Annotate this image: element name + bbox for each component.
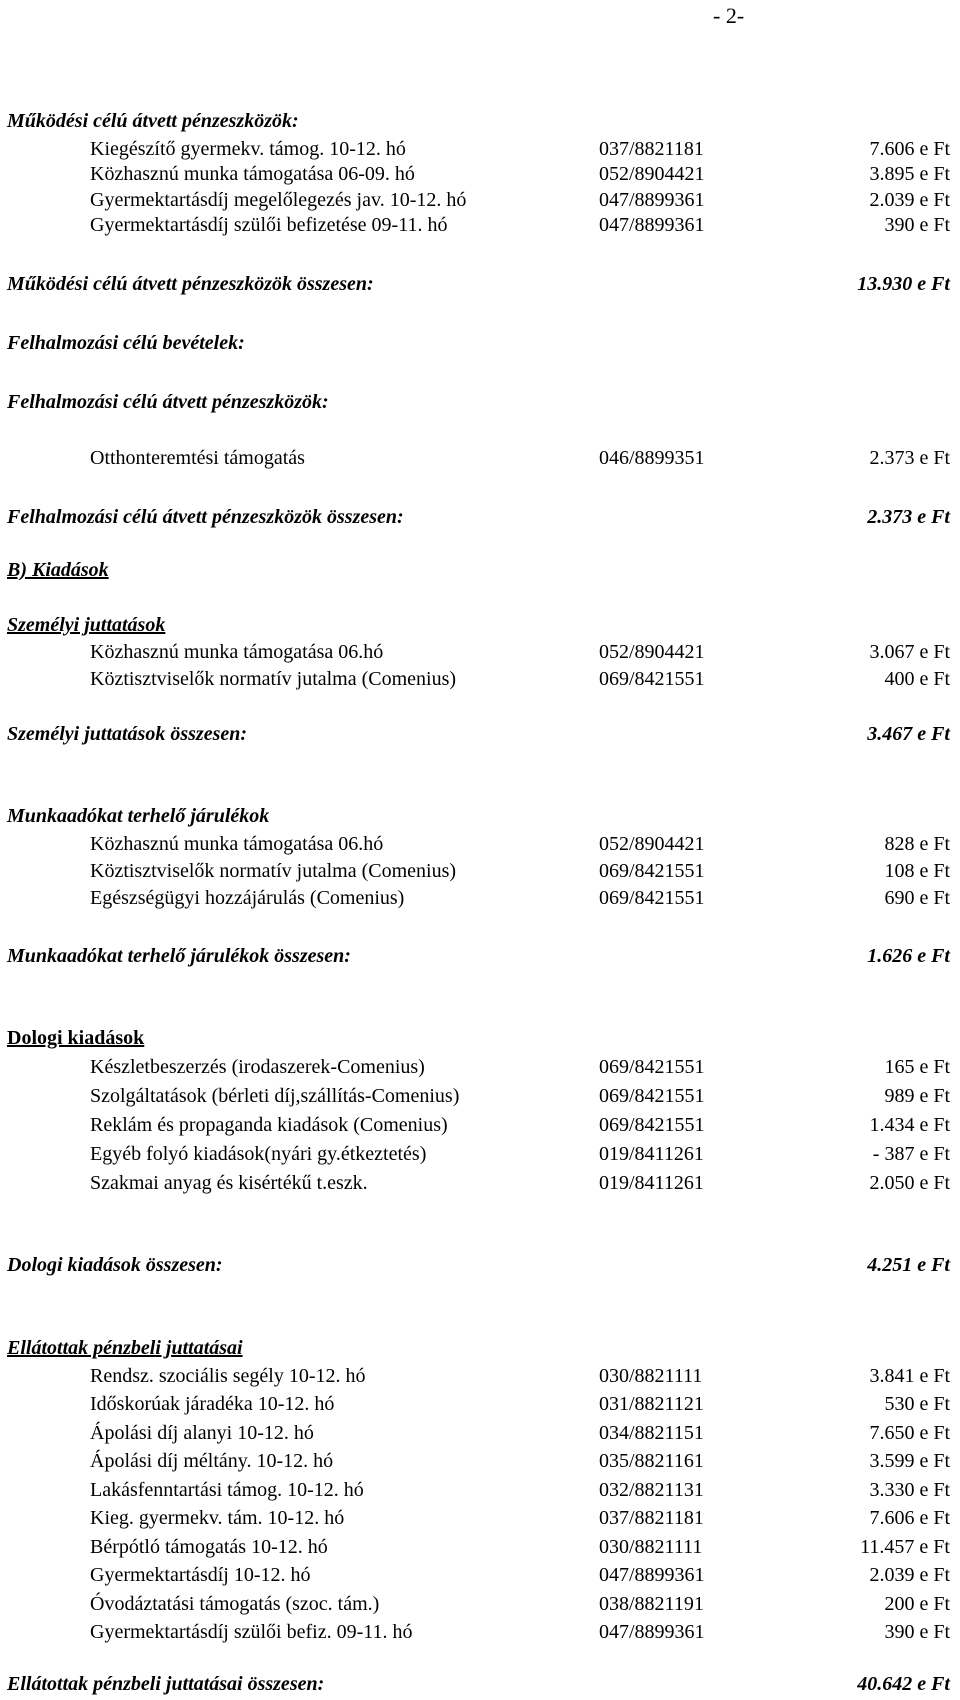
row-description: Gyermektartásdíj 10-12. hó xyxy=(90,1564,311,1586)
row-description: Ápolási díj alanyi 10-12. hó xyxy=(90,1422,314,1444)
row-code: 052/8904421 xyxy=(599,641,705,663)
row-code: 030/8821111 xyxy=(599,1365,703,1387)
row-code: 069/8421551 xyxy=(599,1056,705,1078)
part-heading: B) Kiadások xyxy=(7,559,109,581)
row-amount: - 387 e Ft xyxy=(872,1143,950,1165)
row-amount: 7.650 e Ft xyxy=(869,1422,950,1444)
row-code: 069/8421551 xyxy=(599,1085,705,1107)
row-description: Gyermektartásdíj szülői befiz. 09-11. hó xyxy=(90,1621,413,1643)
row-code: 019/8411261 xyxy=(599,1172,704,1194)
row-description: Bérpótló támogatás 10-12. hó xyxy=(90,1536,328,1558)
row-description: Egyéb folyó kiadások(nyári gy.étkeztetés) xyxy=(90,1143,427,1165)
row-amount: 3.067 e Ft xyxy=(869,641,950,663)
row-code: 046/8899351 xyxy=(599,447,705,469)
row-description: Közhasznú munka támogatása 06.hó xyxy=(90,641,384,663)
row-amount: 989 e Ft xyxy=(884,1085,950,1107)
row-description: Reklám és propaganda kiadások (Comenius) xyxy=(90,1114,448,1136)
section-total-amount: 2.373 e Ft xyxy=(867,506,950,528)
row-amount: 3.895 e Ft xyxy=(869,163,950,185)
row-code: 052/8904421 xyxy=(599,833,705,855)
section-heading: Működési célú átvett pénzeszközök: xyxy=(7,110,299,132)
row-code: 052/8904421 xyxy=(599,163,705,185)
section-heading: Munkaadókat terhelő járulékok xyxy=(7,805,270,827)
section-total-label: Dologi kiadások összesen: xyxy=(7,1254,223,1276)
row-description: Gyermektartásdíj megelőlegezés jav. 10-12. hó xyxy=(90,189,467,211)
row-code: 038/8821191 xyxy=(599,1593,704,1615)
row-amount: 200 e Ft xyxy=(884,1593,950,1615)
row-code: 030/8821111 xyxy=(599,1536,703,1558)
row-amount: 390 e Ft xyxy=(884,214,950,236)
section-total-amount: 4.251 e Ft xyxy=(867,1254,950,1276)
section-total-label: Működési célú átvett pénzeszközök összesen: xyxy=(7,273,374,295)
section-total-amount: 40.642 e Ft xyxy=(857,1673,950,1695)
row-description: Lakásfenntartási támog. 10-12. hó xyxy=(90,1479,364,1501)
row-code: 037/8821181 xyxy=(599,1507,704,1529)
row-amount: 3.330 e Ft xyxy=(869,1479,950,1501)
row-description: Kiegészítő gyermekv. támog. 10-12. hó xyxy=(90,138,406,160)
row-code: 047/8899361 xyxy=(599,1564,705,1586)
section-total-amount: 13.930 e Ft xyxy=(857,273,950,295)
row-amount: 3.599 e Ft xyxy=(869,1450,950,1472)
row-description: Óvodáztatási támogatás (szoc. tám.) xyxy=(90,1593,380,1615)
row-amount: 690 e Ft xyxy=(884,887,950,909)
section-total-amount: 1.626 e Ft xyxy=(867,945,950,967)
row-amount: 3.841 e Ft xyxy=(869,1365,950,1387)
section-heading: Dologi kiadások xyxy=(7,1027,145,1049)
page-number: - 2- xyxy=(713,3,745,28)
row-amount: 390 e Ft xyxy=(884,1621,950,1643)
row-amount: 828 e Ft xyxy=(884,833,950,855)
row-code: 069/8421551 xyxy=(599,860,705,882)
row-description: Gyermektartásdíj szülői befizetése 09-11. hó xyxy=(90,214,448,236)
row-code: 031/8821121 xyxy=(599,1393,704,1415)
row-amount: 7.606 e Ft xyxy=(869,1507,950,1529)
row-code: 047/8899361 xyxy=(599,214,705,236)
row-description: Készletbeszerzés (irodaszerek-Comenius) xyxy=(90,1056,425,1078)
section-total-label: Személyi juttatások összesen: xyxy=(7,723,248,745)
row-amount: 7.606 e Ft xyxy=(869,138,950,160)
section-total-label: Munkaadókat terhelő járulékok összesen: xyxy=(7,945,351,967)
section-heading: Ellátottak pénzbeli juttatásai xyxy=(7,1337,243,1359)
row-description: Ápolási díj méltány. 10-12. hó xyxy=(90,1450,334,1472)
row-code: 037/8821181 xyxy=(599,138,704,160)
section-heading: Személyi juttatások xyxy=(7,614,166,636)
row-amount: 530 e Ft xyxy=(884,1393,950,1415)
row-code: 032/8821131 xyxy=(599,1479,704,1501)
row-code: 047/8899361 xyxy=(599,1621,705,1643)
row-description: Egészségügyi hozzájárulás (Comenius) xyxy=(90,887,405,909)
row-description: Köztisztviselők normatív jutalma (Comenius) xyxy=(90,860,457,882)
row-code: 069/8421551 xyxy=(599,668,705,690)
row-amount: 2.050 e Ft xyxy=(869,1172,950,1194)
row-amount: 2.373 e Ft xyxy=(869,447,950,469)
section-total-label: Felhalmozási célú átvett pénzeszközök összesen: xyxy=(7,506,404,528)
row-description: Közhasznú munka támogatása 06.hó xyxy=(90,833,384,855)
row-description: Köztisztviselők normatív jutalma (Comenius) xyxy=(90,668,457,690)
row-code: 034/8821151 xyxy=(599,1422,704,1444)
row-code: 069/8421551 xyxy=(599,887,705,909)
row-amount: 400 e Ft xyxy=(884,668,950,690)
row-amount: 2.039 e Ft xyxy=(869,189,950,211)
row-code: 019/8411261 xyxy=(599,1143,704,1165)
row-code: 035/8821161 xyxy=(599,1450,704,1472)
section-subheading: Felhalmozási célú átvett pénzeszközök: xyxy=(7,391,329,413)
section-total-label: Ellátottak pénzbeli juttatásai összesen: xyxy=(7,1673,325,1695)
row-description: Közhasznú munka támogatása 06-09. hó xyxy=(90,163,415,185)
row-description: Kieg. gyermekv. tám. 10-12. hó xyxy=(90,1507,345,1529)
section-total-amount: 3.467 e Ft xyxy=(867,723,950,745)
row-amount: 165 e Ft xyxy=(884,1056,950,1078)
row-description: Otthonteremtési támogatás xyxy=(90,447,305,469)
row-amount: 2.039 e Ft xyxy=(869,1564,950,1586)
section-heading: Felhalmozási célú bevételek: xyxy=(7,332,245,354)
row-amount: 11.457 e Ft xyxy=(860,1536,950,1558)
row-description: Szolgáltatások (bérleti díj,szállítás-Comenius) xyxy=(90,1085,460,1107)
row-description: Szakmai anyag és kisértékű t.eszk. xyxy=(90,1172,368,1194)
row-amount: 1.434 e Ft xyxy=(869,1114,950,1136)
row-description: Időskorúak járadéka 10-12. hó xyxy=(90,1393,335,1415)
row-code: 047/8899361 xyxy=(599,189,705,211)
row-amount: 108 e Ft xyxy=(884,860,950,882)
row-description: Rendsz. szociális segély 10-12. hó xyxy=(90,1365,366,1387)
row-code: 069/8421551 xyxy=(599,1114,705,1136)
